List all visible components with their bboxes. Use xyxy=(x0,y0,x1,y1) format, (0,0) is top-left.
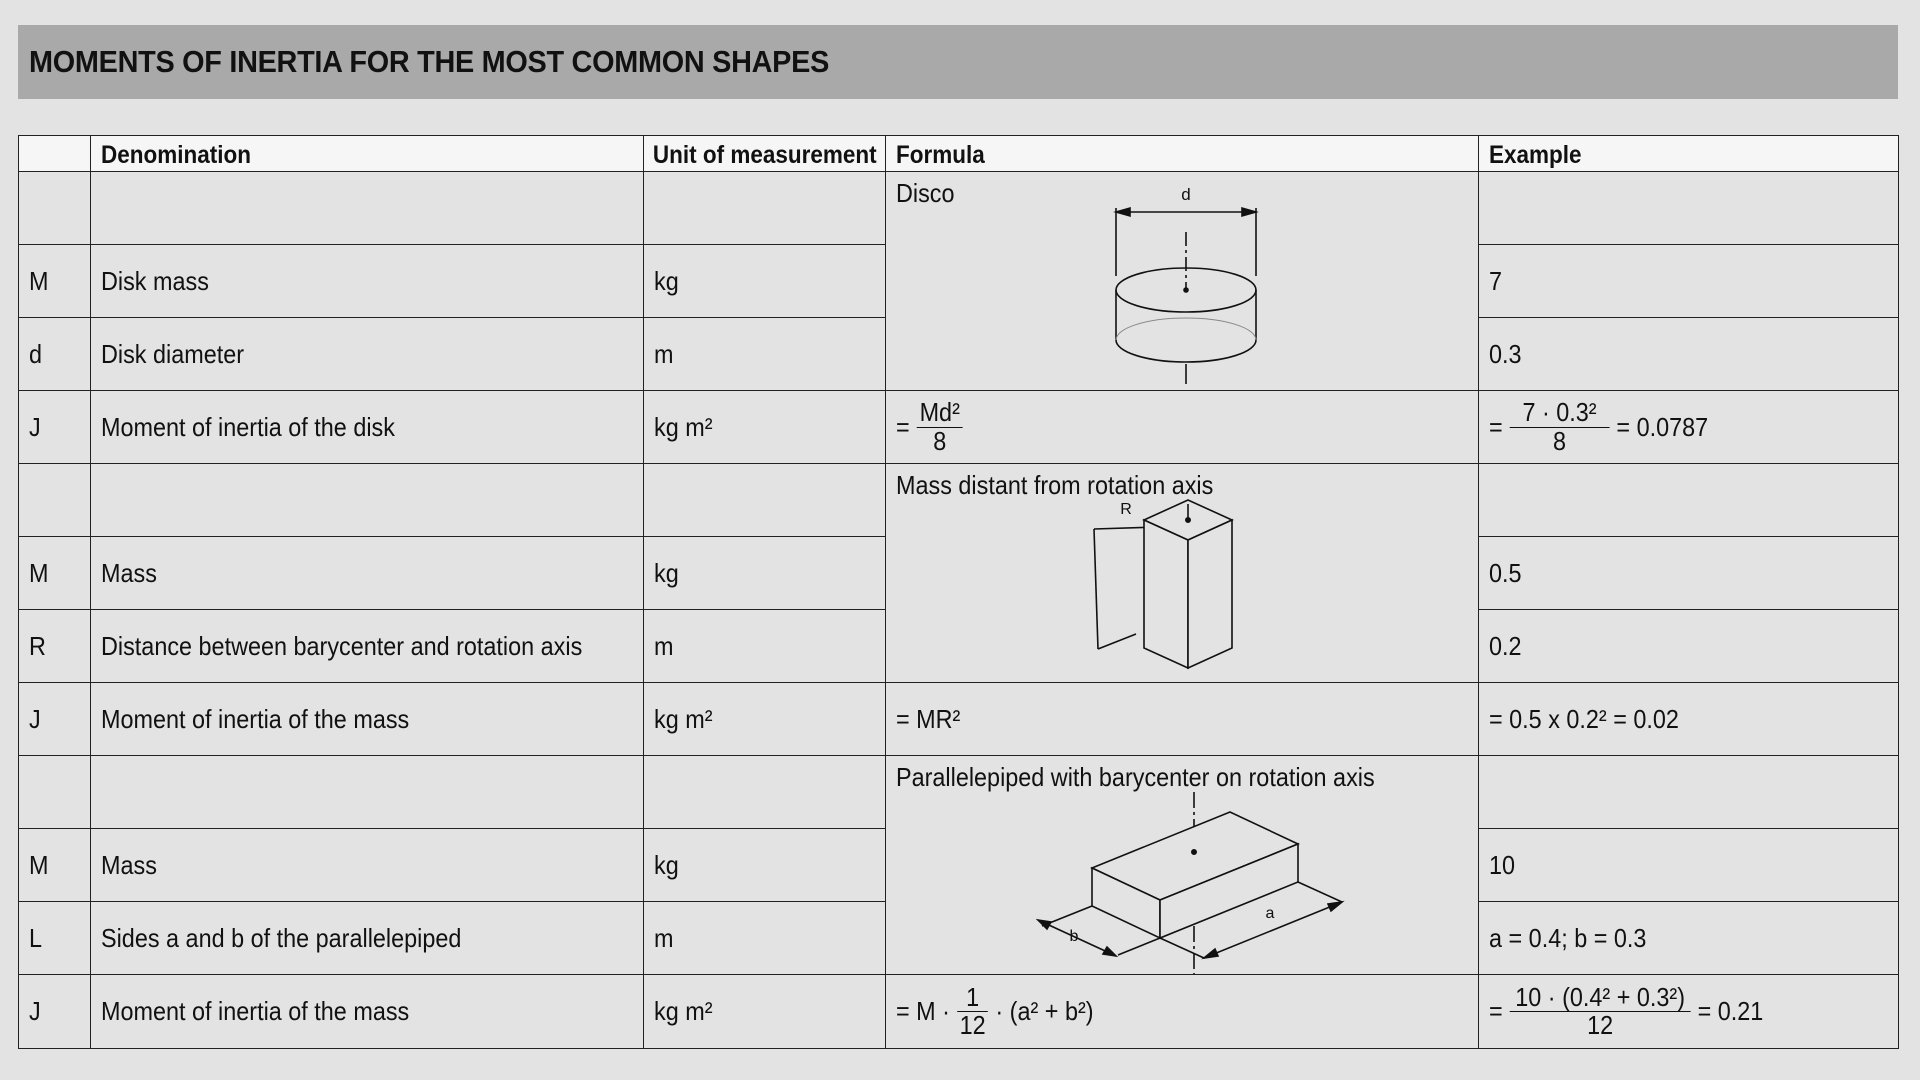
table-row-denomination: Mass xyxy=(91,537,644,610)
header-formula: Formula xyxy=(886,136,1479,172)
parallelepiped-formula: = M · $\frac{1}{12}$ · (a² + b²) xyxy=(886,975,1479,1048)
table-row-symbol xyxy=(19,172,91,245)
parallelepiped-b-label: b xyxy=(1069,928,1079,945)
mass-figure-cell xyxy=(886,464,1479,683)
table-row-example: 0.3 xyxy=(1479,318,1898,391)
table-row-symbol: M xyxy=(19,537,91,610)
mass-diagram xyxy=(886,464,1478,683)
parallelepiped-diagram xyxy=(886,756,1478,975)
disk-example-formula: = $\frac{\text{7 · 0.3²}}{8}$ = 0.0787 xyxy=(1479,391,1898,464)
table-row-example: 0.2 xyxy=(1479,610,1898,683)
table-row-unit xyxy=(644,464,886,537)
disk-caption: Disco xyxy=(896,178,955,208)
disk-formula: = $\frac{\text{Md²}}{8}$ xyxy=(886,391,1479,464)
table-row-denomination: Disk diameter xyxy=(91,318,644,391)
mass-caption: Mass distant from rotation axis xyxy=(896,470,1214,500)
table-row-denomination: Distance between barycenter and rotation axis xyxy=(91,610,644,683)
disk-figure-cell xyxy=(886,172,1479,391)
table-row-denomination: Sides a and b of the parallelepiped xyxy=(91,902,644,975)
table-row-symbol: M xyxy=(19,245,91,318)
table-row-unit: kg m² xyxy=(644,975,886,1048)
table-row-unit: m xyxy=(644,902,886,975)
table-row-symbol xyxy=(19,756,91,829)
table-row-denomination xyxy=(91,464,644,537)
mass-formula: = MR² xyxy=(886,683,1479,756)
header-unit: Unit of measurement xyxy=(644,136,886,172)
table-row-unit: m xyxy=(644,610,886,683)
table-row-unit: kg m² xyxy=(644,683,886,756)
table-row-unit xyxy=(644,756,886,829)
page-title: MOMENTS OF INERTIA FOR THE MOST COMMON SHAPES xyxy=(29,44,830,79)
table-row-symbol: L xyxy=(19,902,91,975)
table-row-symbol: M xyxy=(19,829,91,902)
disk-diagram xyxy=(886,172,1478,391)
header-example: Example xyxy=(1479,136,1898,172)
table-row-denomination xyxy=(91,756,644,829)
table-row-example: 7 xyxy=(1479,245,1898,318)
mass-dimension-label: R xyxy=(1120,501,1132,518)
table-row-example: a = 0.4; b = 0.3 xyxy=(1479,902,1898,975)
header-denomination: Denomination xyxy=(91,136,644,172)
table-row-denomination: Moment of inertia of the mass xyxy=(91,975,644,1048)
table-row-example xyxy=(1479,756,1898,829)
table-row-unit xyxy=(644,172,886,245)
table-row-unit: kg xyxy=(644,537,886,610)
title-bar xyxy=(18,25,1898,99)
parallelepiped-example-formula: = $\frac{\text{10 · (0.4² + 0.3²)}}{12}$ = 0.21 xyxy=(1489,981,1764,1040)
inertia-table xyxy=(18,135,1899,1049)
table-row-symbol: J xyxy=(19,975,91,1048)
table-row-denomination: Moment of inertia of the mass xyxy=(91,683,644,756)
table-row-example: 0.5 xyxy=(1479,537,1898,610)
table-row-symbol: R xyxy=(19,610,91,683)
table-row-denomination: Mass xyxy=(91,829,644,902)
table-row-symbol: J xyxy=(19,683,91,756)
parallelepiped-caption: Parallelepiped with barycenter on rotation axis xyxy=(896,762,1375,792)
table-row-example xyxy=(1479,464,1898,537)
table-row-unit: kg xyxy=(644,245,886,318)
table-row-denomination: Disk mass xyxy=(91,245,644,318)
table-row-unit: kg m² xyxy=(644,391,886,464)
table-row-symbol: d xyxy=(19,318,91,391)
table-row-denomination xyxy=(91,172,644,245)
table-row-unit: kg xyxy=(644,829,886,902)
table-row-symbol xyxy=(19,464,91,537)
parallelepiped-a-label: a xyxy=(1265,905,1275,922)
table-row-denomination: Moment of inertia of the disk xyxy=(91,391,644,464)
parallelepiped-figure-cell xyxy=(886,756,1479,975)
disk-dimension-label: d xyxy=(1181,185,1191,204)
table-row-example xyxy=(1479,172,1898,245)
mass-example-formula: = 0.5 x 0.2² = 0.02 xyxy=(1479,683,1898,756)
table-row-symbol: J xyxy=(19,391,91,464)
table-row-example: 10 xyxy=(1479,829,1898,902)
header-symbol xyxy=(19,136,91,172)
table-row-unit: m xyxy=(644,318,886,391)
